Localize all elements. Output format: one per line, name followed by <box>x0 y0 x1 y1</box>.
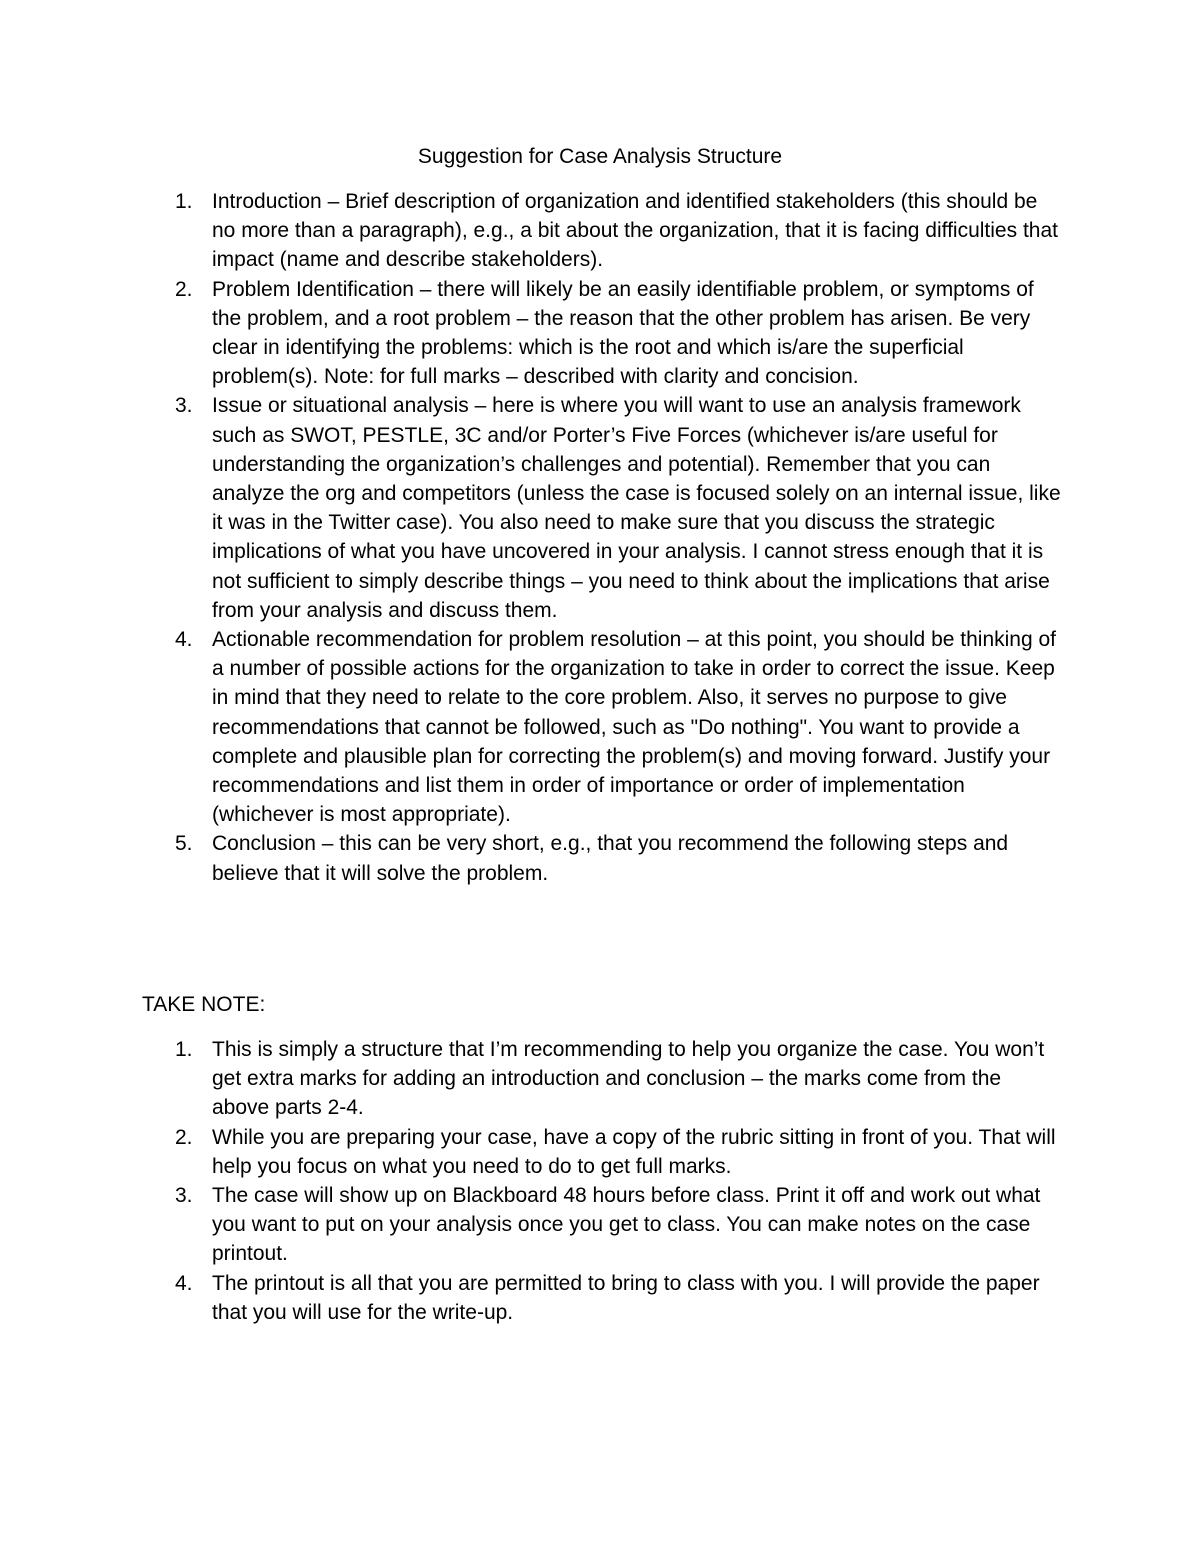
list-item <box>0 1181 1062 1269</box>
list-item-text: The case will show up on Blackboard 48 hours before class. Print it off and work out what you want to put on your analysis once you get to class. You can make notes on the case printout. <box>212 1184 1041 1266</box>
list-item-number: 2. <box>175 1125 193 1149</box>
list-item-text: This is simply a structure that I’m recommending to help you organize the case. You won’t get extra marks for adding an introduction and conclusion – the marks come from the above parts 2-4. <box>212 1038 1045 1120</box>
list-item-text: Introduction – Brief description of organization and identified stakeholders (this should be no more than a paragraph), e.g., a bit about the organization, that it is facing difficulties that impact (name and describe stakeholders). <box>212 190 1058 272</box>
list-item <box>0 1269 1062 1327</box>
list-item-number: 4. <box>175 1271 193 1295</box>
list-item-text: The printout is all that you are permitted to bring to class with you. I will provide the paper that you will use for the write-up. <box>212 1271 1040 1324</box>
list-item-text: Actionable recommendation for problem resolution – at this point, you should be thinking of a number of possible actions for the organization to take in order to correct the issue. Keep in mind that they need to relate to the core problem. Also, it serves no purpose to give recommendations that cannot be followed, such as "Do nothing". You want to provide a complete and plausible plan for correcting the problem(s) and moving forward. Justify your recommendations and list them in order of importance or order of implementation (whichever is most appropriate). <box>212 628 1056 827</box>
list-item <box>0 829 1062 887</box>
notes-list <box>0 1035 1200 1327</box>
document-title: Suggestion for Case Analysis Structure <box>417 145 783 168</box>
list-item-number: 3. <box>175 394 193 418</box>
list-item <box>0 1123 1062 1181</box>
take-note-heading: TAKE NOTE: <box>142 993 266 1016</box>
list-item <box>0 1035 1062 1123</box>
list-item <box>0 187 1062 275</box>
list-item-text: While you are preparing your case, have a copy of the rubric sitting in front of you. That will help you focus on what you need to do to get full marks. <box>212 1125 1056 1178</box>
list-item-number: 2. <box>175 277 193 301</box>
list-item-text: Issue or situational analysis – here is where you will want to use an analysis framework such as SWOT, PESTLE, 3C and/or Porter’s Five Forces (whichever is/are useful for understanding the organization’s challenges and potential). Remember that you can analyze the org and competitors (unless the case is focused solely on an internal issue, like it was in the Twitter case). You also need to make sure that you discuss the strategic implications of what you have uncovered in your analysis. I cannot stress enough that it is not sufficient to simply describe things – you need to think about the implications that arise from your analysis and discuss them. <box>212 394 1061 622</box>
list-item-text: Problem Identification – there will likely be an easily identifiable problem, or symptoms of the problem, and a root problem – the reason that the other problem has arisen. Be very clear in identifying the problems: which is the root and which is/are the superficial problem(s). Note: for full marks – described with clarity and concision. <box>212 277 1034 389</box>
list-item-number: 1. <box>175 190 193 213</box>
list-item-number: 1. <box>175 1038 193 1061</box>
list-item <box>0 391 1062 625</box>
list-item-text: Conclusion – this can be very short, e.g., that you recommend the following steps and believe that it will solve the problem. <box>212 832 1009 885</box>
list-item <box>0 275 1062 392</box>
list-item <box>0 625 1062 829</box>
list-item-number: 3. <box>175 1184 193 1208</box>
list-item-number: 4. <box>175 628 193 652</box>
structure-list <box>0 187 1200 888</box>
list-item-number: 5. <box>175 832 193 856</box>
